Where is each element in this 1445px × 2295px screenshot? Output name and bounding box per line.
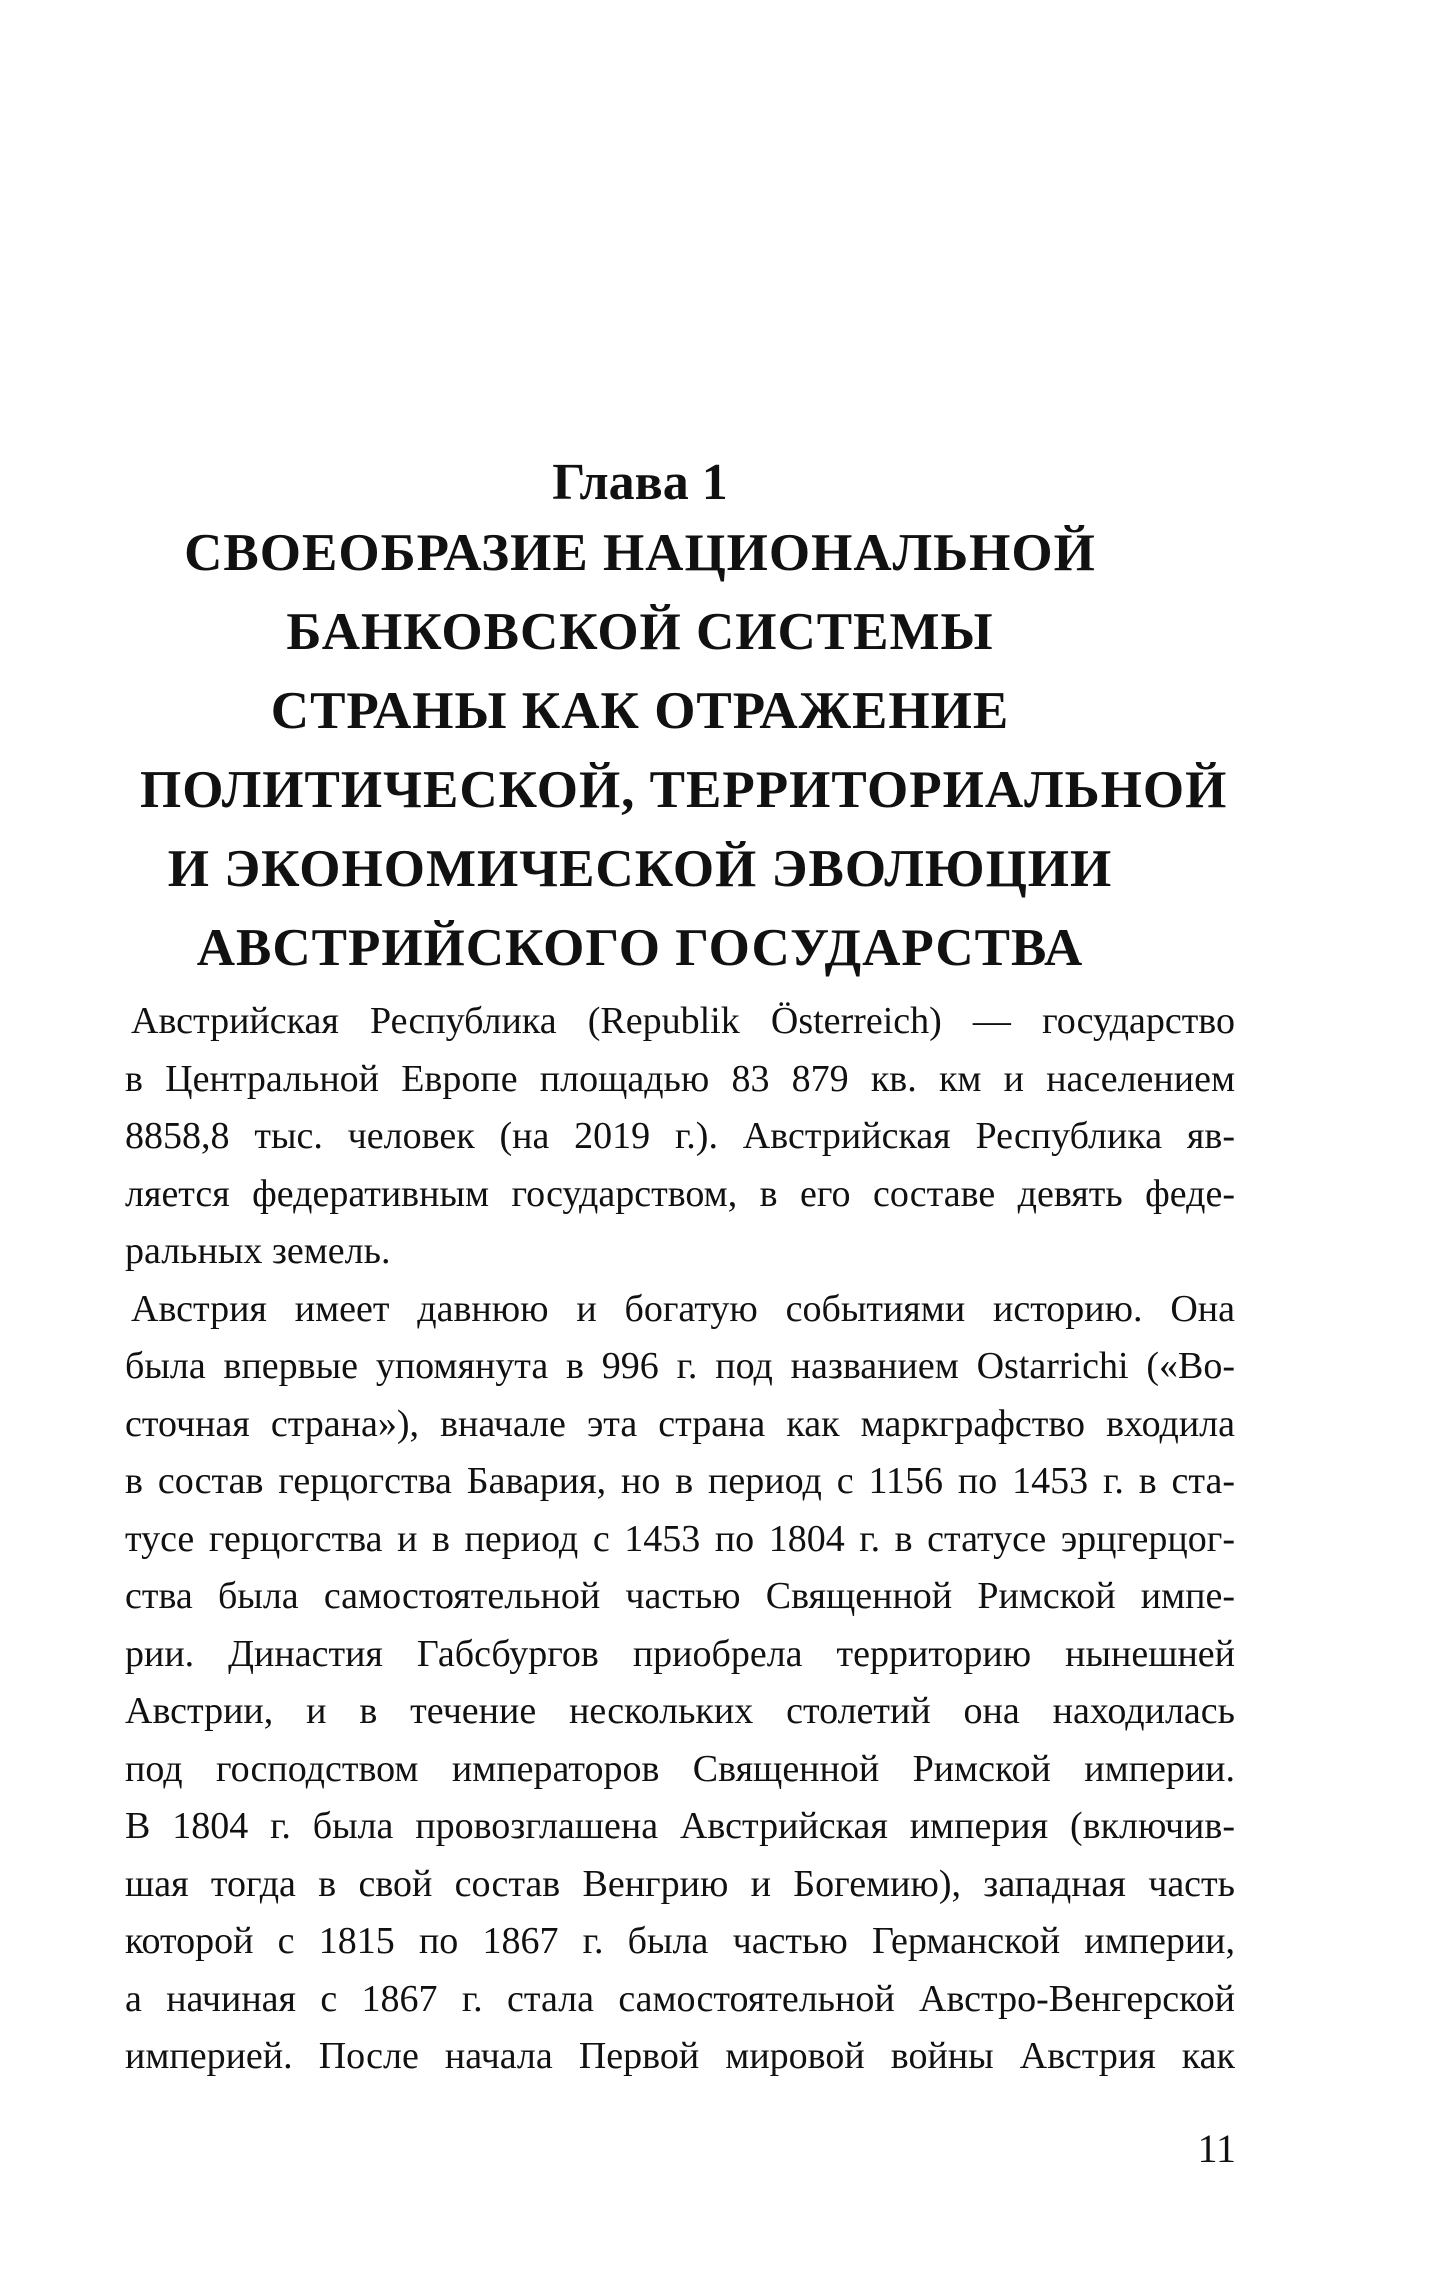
paragraph-line: была впервые упомянута в 996 г. под названием Ostarrichi («Во- [125,1345,1235,1387]
paragraph-line: В 1804 г. была провозглашена Австрийская империя (включив- [125,1805,1235,1847]
paragraph-line: империей. После начала Первой мировой войны Австрия как [125,2035,1235,2077]
paragraph-line: сточная страна»), вначале эта страна как маркграфство входила [125,1402,1235,1445]
paragraph-line: в состав герцогства Бавария, но в период с 1156 по 1453 г. в ста- [125,1460,1235,1502]
paragraph-line: шая тогда в свой состав Венгрию и Богемию), западная часть [125,1862,1235,1905]
paragraph-intro [125,993,1235,1281]
chapter-title-line: ПОЛИТИЧЕСКОЙ, ТЕРРИТОРИАЛЬНОЙ [140,761,1228,819]
chapter-title-line: СВОЕОБРАЗИЕ НАЦИОНАЛЬНОЙ [184,524,1096,582]
paragraph-line: под господством императоров Священной Римской империи. [125,1747,1235,1790]
paragraph-line: в Центральной Европе площадью 83 879 кв. км и населением [125,1057,1235,1100]
page-number: 11 [1197,2126,1236,2171]
chapter-title [140,514,1228,988]
paragraph-line: рии. Династия Габсбургов приобрела территорию нынешней [125,1632,1235,1675]
paragraph-line: тусе герцогства и в период с 1453 по 1804 г. в статусе эрцгерцог- [125,1517,1235,1560]
paragraph-line: ральных земель. [125,1230,391,1272]
paragraph-line: Австрийская Республика (Republik Österreich) — государство [131,1000,1235,1042]
chapter-heading [140,452,1228,988]
paragraph-line: ляется федеративным государством, в его составе девять феде- [125,1172,1235,1215]
chapter-title-line: СТРАНЫ КАК ОТРАЖЕНИЕ [270,682,1010,740]
chapter-number: Глава 1 [552,454,728,511]
body-text [125,993,1235,2086]
paragraph-history [125,1281,1235,2086]
chapter-title-line: БАНКОВСКОЙ СИСТЕМЫ [286,603,994,661]
paragraph-line: а начиная с 1867 г. стала самостоятельной Австро-Венгерской [125,1977,1235,2020]
paragraph-line: Австрия имеет давнюю и богатую событиями историю. Она [131,1287,1235,1330]
chapter-title-line: АВСТРИЙСКОГО ГОСУДАРСТВА [196,919,1084,977]
paragraph-line: 8858,8 тыс. человек (на 2019 г.). Австрийская Республика яв- [125,1115,1235,1157]
paragraph-line: которой с 1815 по 1867 г. была частью Германской империи, [125,1920,1235,1962]
paragraph-line: ства была самостоятельной частью Священной Римской импе- [125,1575,1235,1617]
paragraph-line: Австрии, и в течение нескольких столетий она находилась [125,1690,1235,1732]
chapter-title-line: И ЭКОНОМИЧЕСКОЙ ЭВОЛЮЦИИ [167,840,1113,898]
